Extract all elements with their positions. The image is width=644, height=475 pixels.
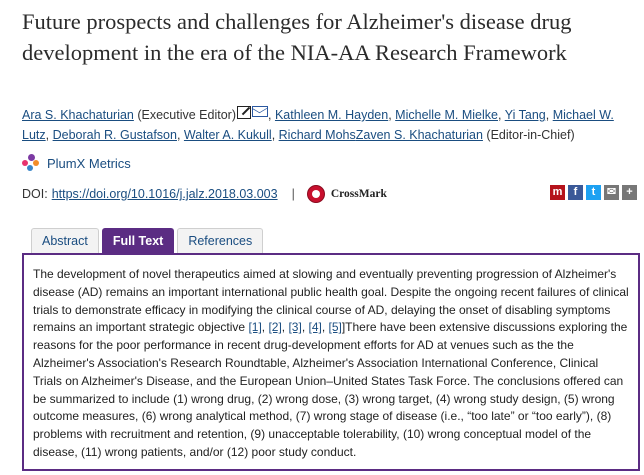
tab-full-text[interactable]: Full Text <box>102 228 174 253</box>
author-link[interactable]: Yi Tang <box>504 108 546 122</box>
author-list <box>22 105 637 145</box>
crossmark-icon <box>307 185 325 203</box>
full-text-panel: The development of novel therapeutics aimed at slowing and eventually preventing progression of Alzheimer's disease (AD) remains an important international public health goal. Despite the ongoing recent failures of clinical trials to demonstrate efficacy in modifying the clinical course of AD, delaying the onset of disabling symptoms remains an important strategic objective [1], [2], [3], [4], [5]]There have been extensive discussions exploring the reasons for the poor performance in recent drug-development efforts for AD at venues such as the the Alzheimer's Association's Research Roundtable, Alzheimer's Association International Conference, Clinical Trials on Alzheimer's Disease, and the European Union–United States Task Force. The conclusions offered can be summarized to include (1) wrong drug, (2) wrong dose, (3) wrong target, (4) wrong study design, (5) wrong outcome measures, (6) wrong analytical method, (7) wrong stage of disease (i.e., “too late” or “too early”), (8) problems with recruitment and retention, (9) unacceptable tolerability, (10) wrong conceptual model of the disease, (11) wrong patients, and/or (12) poor study conduct. <box>22 253 640 471</box>
author-link[interactable]: Ara S. Khachaturian <box>22 108 134 122</box>
author-link[interactable]: Zaven S. Khachaturian <box>355 128 483 142</box>
author-separator: , <box>388 108 396 122</box>
share-toolbar <box>550 185 637 200</box>
author-link[interactable]: Michael W. Lutz <box>22 108 614 142</box>
reference-link[interactable]: [2] <box>268 320 282 335</box>
author-link[interactable]: Kathleen M. Hayden <box>274 108 389 122</box>
plumx-metrics-link[interactable] <box>22 154 131 172</box>
author-link[interactable]: Deborah R. Gustafson <box>52 128 177 142</box>
add-icon[interactable]: + <box>622 185 637 200</box>
author-role: (Executive Editor) <box>133 108 236 122</box>
reference-link[interactable]: [1] <box>248 320 262 335</box>
author-link[interactable]: Richard Mohs <box>278 128 356 142</box>
author-link[interactable]: Walter A. Kukull <box>183 128 272 142</box>
author-role: (Editor-in-Chief) <box>482 128 575 142</box>
mendeley-icon[interactable]: m <box>550 185 565 200</box>
plumx-label: PlumX Metrics <box>47 155 131 171</box>
tab-references[interactable]: References <box>177 228 263 253</box>
crossmark-button[interactable] <box>307 185 387 203</box>
article-tabs <box>31 228 263 253</box>
article-title: Future prospects and challenges for Alzheimer's disease drug development in the era of the NIA-AA Research Framework <box>22 9 572 65</box>
reference-link[interactable]: [3] <box>288 320 302 335</box>
body-text: ]There have been extensive discussions exploring the reasons for the poor performance in recent drug-development efforts for AD at venues such as the the Alzheimer's Association's Research Roundtable, Alzheimer's Association International Conference, Clinical Trials on Alzheimer's Disease, and the European Union–United States Task Force. The conclusions offered can be summarized to include (1) wrong drug, (2) wrong dose, (3) wrong target, (4) wrong study design, (5) wrong outcome measures, (6) wrong analytical method, (7) wrong stage of disease (i.e., “too late” or “too early”), (8) problems with recruitment and retention, (9) unacceptable tolerability, (10) wrong conceptual model of the disease, (11) wrong patients, and/or (12) poor study conduct. <box>33 320 628 459</box>
author-separator: , <box>271 128 279 142</box>
plumx-icon <box>22 154 40 172</box>
author-separator: , <box>45 128 53 142</box>
reference-link[interactable]: [4] <box>308 320 322 335</box>
author-separator: , <box>497 108 505 122</box>
author-separator: , <box>176 128 184 142</box>
email-icon[interactable]: ✉ <box>604 185 619 200</box>
tab-abstract[interactable]: Abstract <box>31 228 99 253</box>
email-icon[interactable] <box>252 106 268 117</box>
doi-link[interactable]: https://doi.org/10.1016/j.jalz.2018.03.003 <box>51 187 278 201</box>
doi-separator: | <box>291 187 295 201</box>
doi-label: DOI: <box>22 187 48 201</box>
edit-icon[interactable] <box>237 106 251 119</box>
author-separator: , <box>545 108 553 122</box>
reference-link[interactable]: [5] <box>328 320 342 335</box>
crossmark-label: CrossMark <box>330 188 387 200</box>
doi-row <box>22 184 637 204</box>
facebook-icon[interactable]: f <box>568 185 583 200</box>
body-text: The development of novel therapeutics aimed at slowing and eventually preventing progression of Alzheimer's disease (AD) remains an important international public health goal. Despite the ongoing recent failures of clinical trials to demonstrate efficacy in modifying the clinical course of AD, delaying the onset of disabling symptoms remains an important strategic objective <box>33 267 629 335</box>
twitter-icon[interactable]: t <box>586 185 601 200</box>
author-separator: , <box>268 108 275 122</box>
author-link[interactable]: Michelle M. Mielke <box>395 108 498 122</box>
